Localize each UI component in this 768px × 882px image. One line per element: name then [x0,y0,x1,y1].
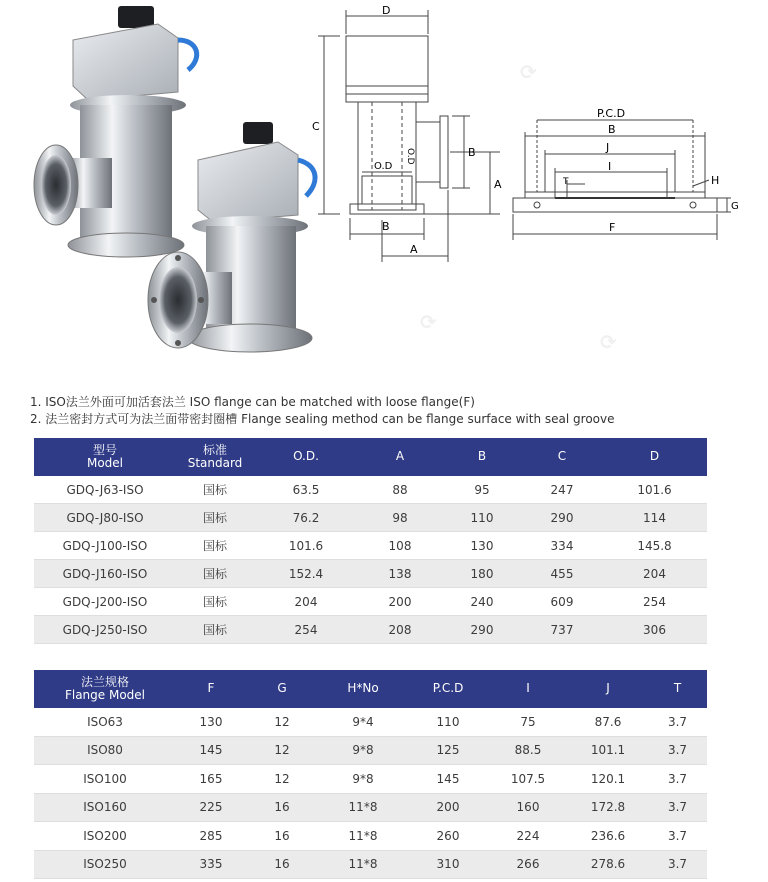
cell-c: 609 [522,588,602,616]
cell-standard: 国标 [176,560,254,588]
cell-j: 101.1 [568,736,648,765]
cell-t: 3.7 [648,765,707,794]
cell-t: 3.7 [648,708,707,737]
valve-back [34,6,197,257]
cell-a: 88 [358,476,442,504]
cell-a: 200 [358,588,442,616]
valve-front [148,122,315,352]
cell-a: 138 [358,560,442,588]
label-i: I [608,160,612,173]
header-a: A [358,438,442,476]
cell-j: 87.6 [568,708,648,737]
header-h-no: H*No [318,670,408,708]
product-photo [28,0,318,380]
label-b: B [608,123,616,136]
table-row [34,736,707,765]
cell-model: GDQ-J63-ISO [34,476,176,504]
cell-pcd: 200 [408,793,488,822]
note-2: 2. 法兰密封方式可为法兰面带密封圈槽 Flange sealing method can be flange surface with seal groove [30,412,615,426]
cell-model: GDQ-J200-ISO [34,588,176,616]
label-g: G [731,201,739,212]
header-t: T [648,670,707,708]
cell-pcd: 260 [408,822,488,851]
table-row [34,616,707,644]
cell-b: 180 [442,560,522,588]
cell-od: 63.5 [254,476,358,504]
table-header-row [34,438,707,476]
cell-g: 16 [246,793,318,822]
cell-pcd: 110 [408,708,488,737]
table-row [34,765,707,794]
header-flange-model: 法兰规格 Flange Model [34,670,176,708]
cell-f: 165 [176,765,246,794]
cell-t: 3.7 [648,822,707,851]
watermark: ⟳ [600,330,617,354]
cell-c: 290 [522,504,602,532]
cell-flange-model: ISO250 [34,850,176,879]
cell-h-no: 11*8 [318,850,408,879]
header-g: G [246,670,318,708]
cell-b: 240 [442,588,522,616]
cell-g: 12 [246,708,318,737]
label-b-vertical: B [468,146,476,159]
cell-g: 16 [246,850,318,879]
cell-model: GDQ-J160-ISO [34,560,176,588]
cell-flange-model: ISO160 [34,793,176,822]
cell-g: 12 [246,765,318,794]
header-i: I [488,670,568,708]
label-d: D [382,4,391,17]
cell-d: 306 [602,616,707,644]
watermark: ⟳ [420,310,437,334]
note-1: 1. ISO法兰外面可加活套法兰 ISO flange can be matched with loose flange(F) [30,395,475,409]
label-a-vertical: A [494,178,502,191]
cell-a: 208 [358,616,442,644]
cell-i: 88.5 [488,736,568,765]
cell-i: 160 [488,793,568,822]
header-pcd: P.C.D [408,670,488,708]
table-row [34,822,707,851]
table-row [34,793,707,822]
cell-od: 76.2 [254,504,358,532]
cell-standard: 国标 [176,532,254,560]
cell-od: 204 [254,588,358,616]
header-od: O.D. [254,438,358,476]
valve-model-table [34,438,707,644]
cell-standard: 国标 [176,588,254,616]
cell-i: 107.5 [488,765,568,794]
label-t: T [563,177,569,187]
flange-model-table [34,670,707,879]
cell-c: 737 [522,616,602,644]
label-h: H [711,174,720,187]
cell-t: 3.7 [648,850,707,879]
header-j: J [568,670,648,708]
cell-f: 285 [176,822,246,851]
cell-h-no: 9*4 [318,708,408,737]
cell-od: 152.4 [254,560,358,588]
cell-standard: 国标 [176,504,254,532]
table-row [34,476,707,504]
notes [30,394,750,428]
cell-flange-model: ISO63 [34,708,176,737]
cell-h-no: 9*8 [318,736,408,765]
header-d: D [602,438,707,476]
cell-f: 130 [176,708,246,737]
table-row [34,504,707,532]
cell-d: 254 [602,588,707,616]
header-f: F [176,670,246,708]
cell-j: 278.6 [568,850,648,879]
cell-c: 247 [522,476,602,504]
cell-i: 266 [488,850,568,879]
cell-standard: 国标 [176,616,254,644]
cell-od: 254 [254,616,358,644]
cell-h-no: 11*8 [318,793,408,822]
table-row [34,532,707,560]
header-standard: 标准 Standard [176,438,254,476]
label-od: O.D [374,161,393,172]
watermark: ⟳ [520,60,537,84]
label-b-bottom: B [382,220,390,233]
cell-a: 98 [358,504,442,532]
table-row [34,708,707,737]
header-c: C [522,438,602,476]
cell-g: 12 [246,736,318,765]
cell-model: GDQ-J100-ISO [34,532,176,560]
label-f: F [609,221,616,234]
cell-h-no: 11*8 [318,822,408,851]
table-row [34,588,707,616]
cell-b: 130 [442,532,522,560]
label-pcd: P.C.D [597,107,626,120]
cell-j: 236.6 [568,822,648,851]
header-b: B [442,438,522,476]
cell-h-no: 9*8 [318,765,408,794]
cell-f: 145 [176,736,246,765]
cell-pcd: 145 [408,765,488,794]
header-model: 型号 Model [34,438,176,476]
table-row [34,560,707,588]
cell-b: 290 [442,616,522,644]
cell-d: 114 [602,504,707,532]
valve-dimension-drawing [310,0,510,270]
cell-c: 334 [522,532,602,560]
label-od-vertical: O.D [405,148,415,165]
table-header-row [34,670,707,708]
cell-t: 3.7 [648,736,707,765]
cell-d: 101.6 [602,476,707,504]
label-a-bottom: A [410,243,418,256]
flange-dimension-drawing [505,100,745,250]
cell-d: 204 [602,560,707,588]
cell-f: 335 [176,850,246,879]
label-j: J [606,141,610,154]
cell-flange-model: ISO80 [34,736,176,765]
cell-flange-model: ISO100 [34,765,176,794]
cell-b: 110 [442,504,522,532]
cell-model: GDQ-J80-ISO [34,504,176,532]
cell-g: 16 [246,822,318,851]
cell-f: 225 [176,793,246,822]
cell-i: 224 [488,822,568,851]
cell-pcd: 125 [408,736,488,765]
cell-flange-model: ISO200 [34,822,176,851]
cell-d: 145.8 [602,532,707,560]
cell-j: 120.1 [568,765,648,794]
label-c: C [312,120,320,133]
cell-i: 75 [488,708,568,737]
cell-c: 455 [522,560,602,588]
cell-t: 3.7 [648,793,707,822]
cell-pcd: 310 [408,850,488,879]
table-row [34,850,707,879]
cell-j: 172.8 [568,793,648,822]
cell-a: 108 [358,532,442,560]
cell-od: 101.6 [254,532,358,560]
cell-standard: 国标 [176,476,254,504]
cell-b: 95 [442,476,522,504]
cell-model: GDQ-J250-ISO [34,616,176,644]
